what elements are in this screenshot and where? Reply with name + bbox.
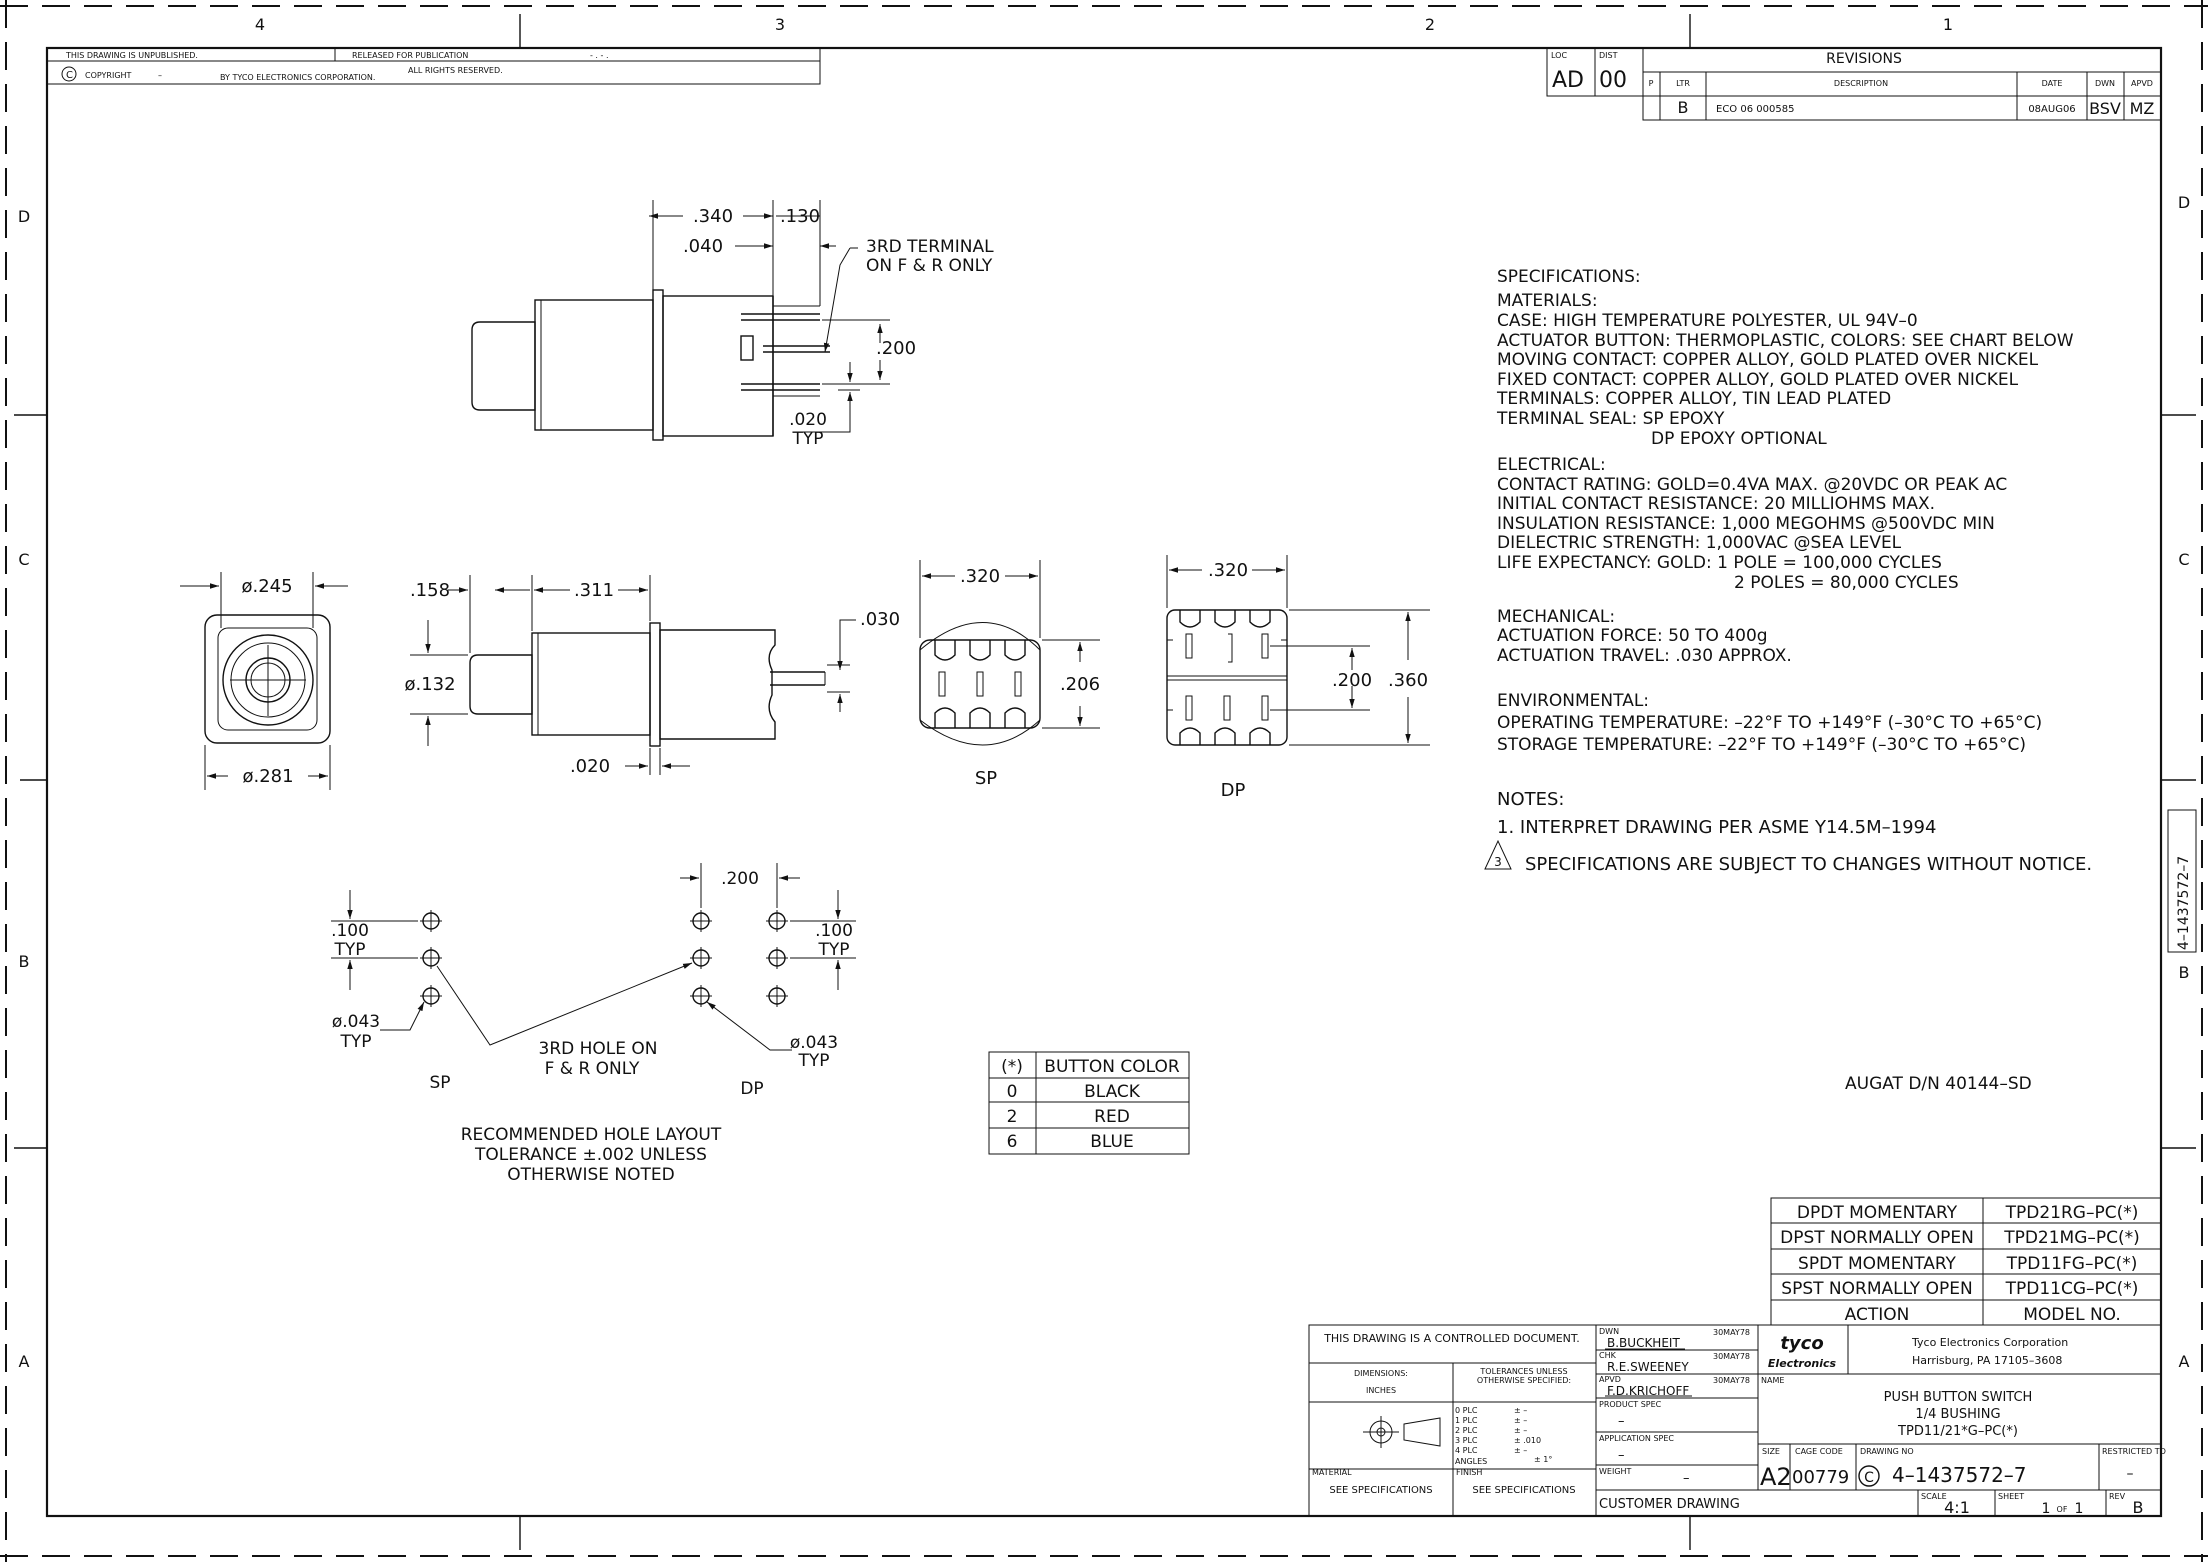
table-header: BUTTON COLOR <box>1044 1057 1180 1077</box>
third-angle-projection-icon <box>1363 1416 1440 1448</box>
svg-text:BY TYCO ELECTRONICS CORPORATIO: BY TYCO ELECTRONICS CORPORATION. <box>220 73 376 82</box>
dimension-label: .158 <box>409 580 451 601</box>
model-cell: TPD21RG–PC(*) <box>2005 1203 2139 1223</box>
model-cell: TPD11CG–PC(*) <box>2005 1279 2139 1299</box>
svg-text:30MAY78: 30MAY78 <box>1713 1328 1750 1337</box>
svg-text:–: – <box>1683 1471 1690 1486</box>
svg-text:30MAY78: 30MAY78 <box>1713 1376 1750 1385</box>
checked-by: R.E.SWEENEY <box>1607 1360 1689 1374</box>
dimension-label: .200 <box>876 338 917 359</box>
dimension-label: .320 <box>959 566 1001 587</box>
switch-front-view <box>205 615 330 743</box>
svg-text:TERMINALS: COPPER ALLOY, TIN L: TERMINALS: COPPER ALLOY, TIN LEAD PLATED <box>1497 389 1892 409</box>
hole-layout <box>331 863 856 1185</box>
svg-text:SCALE: SCALE <box>1921 1492 1947 1501</box>
table-cell: BLACK <box>1084 1082 1140 1102</box>
dimension-label: TYP <box>818 940 850 960</box>
svg-text:RELEASED FOR PUBLICATION: RELEASED FOR PUBLICATION <box>352 51 469 60</box>
drawing-scale: 4:1 <box>1944 1498 1970 1517</box>
table-header: MODEL NO. <box>2023 1305 2121 1325</box>
column-label: 3 <box>774 15 786 34</box>
svg-text:LIFE EXPECTANCY: GOLD: 1 POLE: LIFE EXPECTANCY: GOLD: 1 POLE = 100,000 CYCLES <box>1497 553 1942 573</box>
svg-text:LOC: LOC <box>1551 51 1568 60</box>
column-label: 2 <box>1424 15 1436 34</box>
svg-text:± –: ± – <box>1514 1446 1528 1455</box>
svg-text:3: 3 <box>1494 855 1502 869</box>
view-label: SP <box>429 1073 451 1093</box>
svg-text:CAGE CODE: CAGE CODE <box>1795 1447 1843 1456</box>
table-cell: BLUE <box>1090 1132 1134 1152</box>
sp-bottom-view <box>920 623 1040 746</box>
svg-text:SEE SPECIFICATIONS: SEE SPECIFICATIONS <box>1472 1485 1576 1496</box>
action-cell: DPDT MOMENTARY <box>1796 1203 1958 1223</box>
dimension-label: .340 <box>692 206 734 227</box>
drawing-title: PUSH BUTTON SWITCH <box>1883 1390 2033 1405</box>
svg-text:PRODUCT SPEC: PRODUCT SPEC <box>1599 1400 1662 1409</box>
svg-text:ANGLES: ANGLES <box>1455 1457 1488 1466</box>
table-cell: 6 <box>1006 1132 1018 1152</box>
dimension-label: TYP <box>334 940 366 960</box>
svg-text:TERMINAL SEAL: SP EPOXY: TERMINAL SEAL: SP EPOXY <box>1497 409 1725 429</box>
action-cell: SPDT MOMENTARY <box>1798 1254 1956 1274</box>
row-label: B <box>2178 963 2190 982</box>
company-address: Harrisburg, PA 17105–3608 <box>1912 1354 2063 1367</box>
svg-text:OPERATING TEMPERATURE: –22°F T: OPERATING TEMPERATURE: –22°F TO +149°F (–30°C TO +65°C) <box>1497 713 2043 733</box>
table-cell: 0 <box>1006 1082 1018 1102</box>
dimension-label: ø.043 <box>331 1012 381 1032</box>
top-view-dimensions <box>649 200 994 449</box>
model-number-table <box>1771 1198 2161 1325</box>
svg-text:DATE: DATE <box>2041 79 2063 88</box>
svg-text:STORAGE TEMPERATURE: –22°F TO: STORAGE TEMPERATURE: –22°F TO +149°F (–30°C TO +65°C) <box>1497 735 2027 755</box>
dimension-label: ø.043 <box>789 1033 839 1053</box>
sp-holes <box>420 910 442 1007</box>
dimension-label: ø.245 <box>241 576 293 597</box>
svg-text:SIZE: SIZE <box>1762 1447 1780 1456</box>
svg-text:INSULATION RESISTANCE: 1,000 M: INSULATION RESISTANCE: 1,000 MEGOHMS @500VDC MIN <box>1497 514 1995 534</box>
svg-text:P: P <box>1648 79 1654 88</box>
sheet-number: 1 <box>2041 1501 2051 1517</box>
dp-holes <box>690 910 788 1007</box>
dimension-label: TYP <box>798 1051 830 1071</box>
revision-letter: B <box>1677 98 1689 117</box>
svg-text:–: – <box>1618 1448 1625 1463</box>
svg-text:WEIGHT: WEIGHT <box>1599 1467 1632 1476</box>
dimension-label: ø.132 <box>404 674 456 695</box>
dimension-label: .206 <box>1059 674 1101 695</box>
drawing-number: 4–1437572–7 <box>1892 1463 2027 1487</box>
svg-text:ACTUATION TRAVEL: .030 APPROX.: ACTUATION TRAVEL: .030 APPROX. <box>1497 646 1792 666</box>
dimension-label: .020 <box>789 410 827 430</box>
drawn-by: B.BUCKHEIT <box>1607 1336 1680 1350</box>
svg-text:SEE SPECIFICATIONS: SEE SPECIFICATIONS <box>1329 1485 1433 1496</box>
svg-text:DWN: DWN <box>1599 1327 1620 1336</box>
svg-text:CONTACT RATING: GOLD=0.4VA MAX: CONTACT RATING: GOLD=0.4VA MAX. @20VDC OR PEAK AC <box>1497 475 2008 495</box>
tyco-logo <box>1768 1333 1837 1370</box>
dimension-label: .200 <box>1331 670 1373 691</box>
svg-text:ELECTRICAL:: ELECTRICAL: <box>1497 455 1606 475</box>
svg-text:ENVIRONMENTAL:: ENVIRONMENTAL: <box>1497 691 1650 711</box>
svg-text:DIMENSIONS:: DIMENSIONS: <box>1354 1369 1408 1378</box>
svg-text:ACTUATOR BUTTON: THERMOPLASTIC: ACTUATOR BUTTON: THERMOPLASTIC, COLORS: SEE CHART BELOW <box>1497 331 2074 351</box>
model-cell: TPD11FG–PC(*) <box>2006 1254 2138 1274</box>
sp-view-dimensions <box>920 560 1100 789</box>
row-label: C <box>18 550 30 569</box>
svg-text:LTR: LTR <box>1676 79 1690 88</box>
svg-text:FINISH: FINISH <box>1456 1468 1483 1477</box>
zone-labels <box>18 15 2190 1371</box>
svg-text:TOLERANCES UNLESS: TOLERANCES UNLESS <box>1480 1367 1568 1376</box>
svg-text:Electronics: Electronics <box>1767 1357 1837 1370</box>
revision-letter: B <box>2132 1498 2144 1517</box>
dimension-label: .360 <box>1387 670 1429 691</box>
svg-text:± –: ± – <box>1514 1426 1528 1435</box>
svg-text:DRAWING NO: DRAWING NO <box>1860 1447 1914 1456</box>
side-drawing-tab <box>2168 810 2196 952</box>
row-label: C <box>2178 550 2190 569</box>
controlled-document-label: THIS DRAWING IS A CONTROLLED DOCUMENT. <box>1324 1332 1580 1345</box>
dimension-label: .320 <box>1207 560 1249 581</box>
notes-title: NOTES: <box>1497 789 1565 810</box>
svg-text:COPYRIGHT: COPYRIGHT <box>85 71 132 80</box>
side-view-dimensions <box>404 575 900 777</box>
customer-drawing-label: CUSTOMER DRAWING <box>1599 1497 1740 1512</box>
svg-text:INCHES: INCHES <box>1365 1386 1397 1395</box>
svg-text:30MAY78: 30MAY78 <box>1713 1352 1750 1361</box>
table-cell: 2 <box>1006 1107 1018 1127</box>
dimension-label: .100 <box>815 921 853 941</box>
note-item: SPECIFICATIONS ARE SUBJECT TO CHANGES WITHOUT NOTICE. <box>1525 854 2093 875</box>
row-label: D <box>2177 193 2191 212</box>
revision-approved: MZ <box>2129 99 2155 118</box>
column-label: 1 <box>1942 15 1954 34</box>
svg-text:DESCRIPTION: DESCRIPTION <box>1833 79 1889 88</box>
row-label: D <box>17 207 31 226</box>
svg-text:- . - .: - . - . <box>590 51 609 60</box>
svg-text:DP EPOXY OPTIONAL: DP EPOXY OPTIONAL <box>1651 429 1827 449</box>
dimension-label: .311 <box>573 580 615 601</box>
action-cell: DPST NORMALLY OPEN <box>1780 1228 1974 1248</box>
svg-text:4–1437572–7: 4–1437572–7 <box>2176 855 2192 950</box>
drawing-title: 1/4 BUSHING <box>1915 1407 2001 1422</box>
svg-text:MATERIAL: MATERIAL <box>1312 1468 1352 1477</box>
button-color-table <box>989 1052 1189 1154</box>
specs-environmental <box>1497 691 2042 755</box>
svg-text:MOVING CONTACT: COPPER ALLOY,: MOVING CONTACT: COPPER ALLOY, GOLD PLATED OVER NICKEL <box>1497 350 2039 370</box>
svg-text:± –: ± – <box>1514 1416 1528 1425</box>
revision-date: 08AUG06 <box>2028 104 2076 115</box>
hole-layout-note: RECOMMENDED HOLE LAYOUT <box>460 1125 722 1145</box>
title-block <box>1309 1325 2166 1517</box>
svg-text:CHK: CHK <box>1599 1351 1616 1360</box>
svg-text:REVISIONS: REVISIONS <box>1826 51 1902 67</box>
switch-side-view <box>470 623 825 746</box>
svg-text:APVD: APVD <box>1599 1375 1621 1384</box>
callout-text: ON F & R ONLY <box>866 256 993 276</box>
revision-description: ECO 06 000585 <box>1716 104 1795 115</box>
dimension-label: .040 <box>682 236 724 257</box>
table-cell: RED <box>1094 1107 1130 1127</box>
svg-text:–: – <box>2126 1466 2134 1482</box>
dimension-label: TYP <box>792 429 824 449</box>
svg-text:RESTRICTED TO: RESTRICTED TO <box>2102 1447 2166 1456</box>
svg-text:NAME: NAME <box>1761 1376 1785 1385</box>
dimension-label: .200 <box>721 869 759 889</box>
dimension-label: ø.281 <box>242 766 294 787</box>
specifications <box>1496 267 2074 755</box>
dimension-label: .130 <box>779 206 821 227</box>
svg-text:OF: OF <box>2056 1505 2068 1514</box>
table-header: ACTION <box>1844 1305 1910 1325</box>
specs-mechanical <box>1497 607 1792 666</box>
drawing-title: TPD11/21*G–PC(*) <box>1898 1424 2018 1439</box>
notes <box>1485 789 2092 875</box>
dimension-label: .030 <box>860 609 901 630</box>
svg-text:OTHERWISE SPECIFIED:: OTHERWISE SPECIFIED: <box>1476 1376 1572 1385</box>
svg-text:DIST: DIST <box>1599 51 1618 60</box>
svg-text:SHEET: SHEET <box>1998 1492 2025 1501</box>
revision-drawn: BSV <box>2089 99 2121 118</box>
svg-text:C: C <box>66 70 73 81</box>
specs-materials <box>1496 291 2074 449</box>
note-item: 1. INTERPRET DRAWING PER ASME Y14.5M–1994 <box>1497 817 1937 838</box>
table-header: (*) <box>1001 1057 1023 1077</box>
dimension-label: TYP <box>340 1032 372 1052</box>
svg-text:± .010: ± .010 <box>1514 1436 1542 1445</box>
switch-top-view <box>472 290 830 440</box>
svg-text:2 POLES = 80,000 CYCLES: 2 POLES = 80,000 CYCLES <box>1734 573 1959 593</box>
svg-text:DIELECTRIC STRENGTH: 1,000VAC: DIELECTRIC STRENGTH: 1,000VAC @SEA LEVEL <box>1497 533 1902 553</box>
svg-text:4 PLC: 4 PLC <box>1455 1446 1478 1455</box>
view-label: DP <box>740 1079 764 1099</box>
company-name: Tyco Electronics Corporation <box>1912 1336 2069 1349</box>
svg-text:INITIAL CONTACT RESISTANCE: 20: INITIAL CONTACT RESISTANCE: 20 MILLIOHMS MAX. <box>1497 494 1936 514</box>
svg-text:REV: REV <box>2109 1492 2126 1501</box>
svg-text:tyco: tyco <box>1780 1333 1824 1354</box>
augat-part-number: AUGAT D/N 40144–SD <box>1845 1074 2032 1094</box>
row-label: A <box>2178 1352 2190 1371</box>
svg-text:± 1°: ± 1° <box>1534 1455 1553 1464</box>
svg-text:FIXED CONTACT: COPPER ALLOY, G: FIXED CONTACT: COPPER ALLOY, GOLD PLATED OVER NICKEL <box>1497 370 2019 390</box>
hole-layout-note: TOLERANCE ±.002 UNLESS <box>475 1145 707 1165</box>
svg-text:3 PLC: 3 PLC <box>1455 1436 1478 1445</box>
svg-text:ACTUATION FORCE: 50 TO 400g: ACTUATION FORCE: 50 TO 400g <box>1497 626 1768 646</box>
view-label: DP <box>1220 780 1246 801</box>
svg-text:APVD: APVD <box>2131 79 2153 88</box>
action-cell: SPST NORMALLY OPEN <box>1781 1279 1973 1299</box>
svg-text:2 PLC: 2 PLC <box>1455 1426 1478 1435</box>
svg-text:APPLICATION SPEC: APPLICATION SPEC <box>1599 1434 1674 1443</box>
svg-text:C: C <box>1864 1470 1874 1486</box>
svg-text:MATERIALS:: MATERIALS: <box>1497 291 1598 311</box>
approved-by: F.D.KRICHOFF <box>1607 1384 1690 1398</box>
row-label: A <box>18 1352 30 1371</box>
row-label: B <box>18 952 30 971</box>
callout-text: 3RD HOLE ON <box>538 1039 658 1059</box>
dp-bottom-view <box>1167 610 1287 745</box>
svg-text:AD: AD <box>1552 68 1584 93</box>
callout-text: 3RD TERMINAL <box>866 237 994 257</box>
svg-text:MECHANICAL:: MECHANICAL: <box>1497 607 1616 627</box>
svg-text:–: – <box>158 71 162 80</box>
cage-code: 00779 <box>1792 1467 1850 1488</box>
svg-text:THIS DRAWING IS UNPUBLISHED.: THIS DRAWING IS UNPUBLISHED. <box>66 51 198 60</box>
svg-text:± –: ± – <box>1514 1406 1528 1415</box>
view-label: SP <box>974 768 998 789</box>
hole-layout-note: OTHERWISE NOTED <box>507 1165 675 1185</box>
dimension-label: .100 <box>331 921 369 941</box>
specs-title: SPECIFICATIONS: <box>1497 267 1641 287</box>
specs-electrical <box>1497 455 2007 593</box>
svg-text:1 PLC: 1 PLC <box>1455 1416 1478 1425</box>
model-cell: TPD21MG–PC(*) <box>2004 1228 2140 1248</box>
dp-view-dimensions <box>1167 555 1430 801</box>
svg-text:0 PLC: 0 PLC <box>1455 1406 1478 1415</box>
column-label: 4 <box>254 15 266 34</box>
svg-text:00: 00 <box>1599 68 1627 93</box>
sheet-total: 1 <box>2074 1501 2084 1517</box>
svg-text:CASE: HIGH TEMPERATURE POLYEST: CASE: HIGH TEMPERATURE POLYESTER, UL 94V–0 <box>1497 311 1918 331</box>
sheet-size: A2 <box>1760 1463 1792 1491</box>
tolerance-list <box>1455 1406 1552 1466</box>
revisions-block <box>1547 48 2161 120</box>
dimension-label: .020 <box>569 756 611 777</box>
svg-text:–: – <box>1618 1414 1625 1429</box>
svg-text:ALL RIGHTS RESERVED.: ALL RIGHTS RESERVED. <box>408 66 503 75</box>
callout-text: F & R ONLY <box>544 1059 640 1079</box>
svg-text:DWN: DWN <box>2094 79 2116 88</box>
copyright-notice <box>47 48 820 84</box>
